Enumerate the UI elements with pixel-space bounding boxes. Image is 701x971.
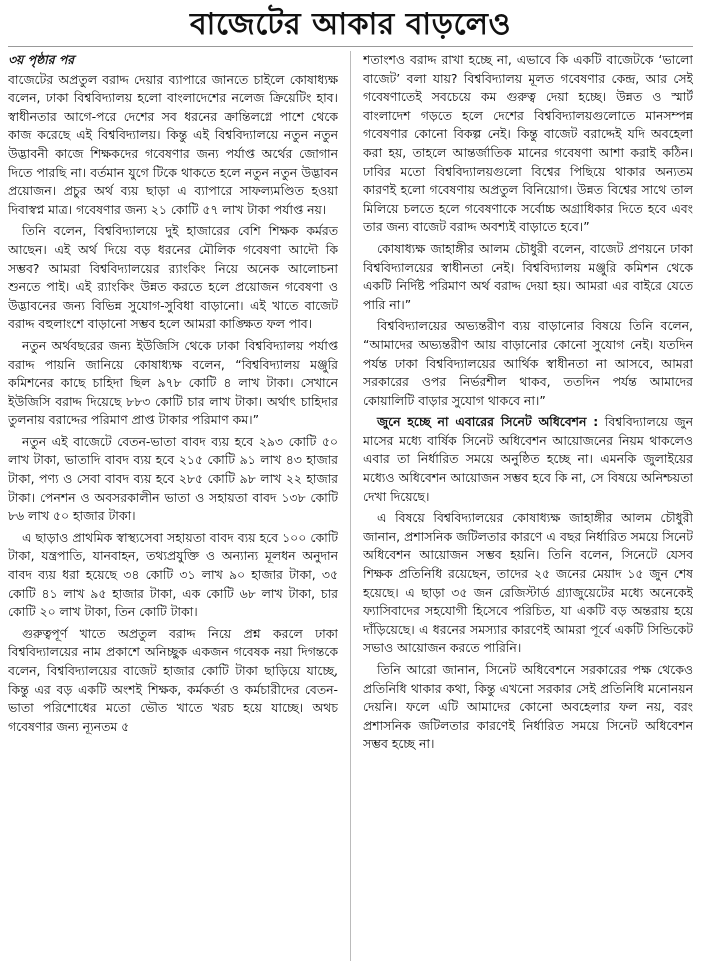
column-left <box>8 51 338 961</box>
paragraph: শতাংশও বরাদ্দ রাখা হচ্ছে না, এভাবে কি একটি বাজেটকে ‘ভালো বাজেট’ বলা যায়? বিশ্ববিদ্যালয় মূলত গবেষণার কেন্দ্র, আর সেই গবেষণাতেই সবচেয়ে কম গুরুত্ব দেয়া হচ্ছে। উন্নত ও স্মার্ট বাংলাদেশ গড়তে হলে দেশের বিশ্ববিদ্যালয়গুলোতে মানসম্পন্ন গবেষণার কোনো বিকল্প নেই। কিন্তু বাজেট বরাদ্দেই যদি অবহেলা করা হয়, তাহলে আন্তর্জাতিক মানের গবেষণা আশা করাই কঠিন। ঢাবির মতো বিশ্ববিদ্যালয়গুলো বিশ্বের পিছিয়ে থাকার অন্যতম কারণই হলো গবেষণায় অপ্রতুল বিনিয়োগ। উন্নত বিশ্বের সাথে তাল মিলিয়ে চলতে হলে গবেষণাকে সর্বোচ্চ অগ্রাধিকার দিতে হবে এবং তার জন্য বাজেট বরাদ্দ অবশ্যই বাড়াতে হবে।” <box>363 52 693 235</box>
paragraph: নতুন এই বাজেটে বেতন-ভাতা বাবদ ব্যয় হবে ২৯৩ কোটি ৫০ লাখ টাকা, ভাতাদি বাবদ ব্যয় হবে ২১৫ কোটি ৯১ লাখ ৪৩ হাজার টাকা, পণ্য ও সেবা বাবদ ব্যয় হবে ২৮৫ কোটি ৯৮ লাখ ২২ হাজার টাকা। পেনশন ও অবসরকালীন ভাতা ও সহায়তা বাবদ ১৩৮ কোটি ৮৬ লাখ ৫০ হাজার টাকা। <box>8 433 338 524</box>
column-right <box>363 51 693 961</box>
article-columns <box>8 51 693 961</box>
paragraph: নতুন অর্থবছরের জন্য ইউজিসি থেকে ঢাকা বিশ্ববিদ্যালয় পর্যাপ্ত বরাদ্দ পায়নি জানিয়ে কোষাধ্যক্ষ বলেন, “বিশ্ববিদ্যালয় মঞ্জুরি কমিশনের কাছে চাহিদা ছিল ৯৭৮ কোটি ৪ লাখ টাকা। সেখানে ইউজিসি বরাদ্দ দিয়েছে ৮৮৩ কোটি চার লাখ টাকা। অর্থাৎ চাহিদার তুলনায় বরাদ্দের পরিমাণ প্রাপ্ত টাকার পরিমাণ কম।” <box>8 337 338 428</box>
subheading: জুনে হচ্ছে না এবারের সিনেট অধিবেশন : <box>377 414 599 430</box>
paragraph: এ বিষয়ে বিশ্ববিদ্যালয়ের কোষাধ্যক্ষ জাহাঙ্গীর আলম চৌধুরী জানান, প্রশাসনিক জটিলতার কারণে এ বছর নির্ধারিত সময়ে সিনেট অধিবেশন আয়োজন সম্ভব হয়নি। তিনি বলেন, সিনেটে যেসব শিক্ষক প্রতিনিধি রয়েছেন, তাদের ২৫ জনের মেয়াদ ১৫ জুন শেষ হয়েছে। এ ছাড়া ৩৫ জন রেজিস্টার্ড গ্র্যাজুয়েটের মধ্যে অনেকেই ফ্যাসিবাদের সহযোগী হিসেবে পরিচিত, যা একটি বড় অন্তরায় হয়ে দাঁড়িয়েছে। এ ধরনের সমস্যার কারণেই আমরা পূর্বে একটি সিন্ডিকেট সভাও আয়োজন করতে পারিনি। <box>363 510 693 656</box>
continuation-label: ৩য় পৃষ্ঠার পর <box>8 52 75 67</box>
headline: বাজেটের আকার বাড়লেও <box>8 6 693 47</box>
column-divider <box>350 51 351 961</box>
paragraph: কোষাধ্যক্ষ জাহাঙ্গীর আলম চৌধুরী বলেন, বাজেট প্রণয়নে ঢাকা বিশ্ববিদ্যালয়ের স্বাধীনতা নেই। বিশ্ববিদ্যালয় মঞ্জুরি কমিশন থেকে একটি নির্দিষ্ট পরিমাণ অর্থ বরাদ্দ দেয়া হয়। আমরা এর বাইরে যেতে পারি না।” <box>363 240 693 312</box>
paragraph: তিনি বলেন, বিশ্ববিদ্যালয়ে দুই হাজারের বেশি শিক্ষক কর্মরত আছেন। এই অর্থ দিয়ে বড় ধরনের মৌলিক গবেষণা আদৌ কি সম্ভব? আমরা বিশ্ববিদ্যালয়ের র‍্যাংকিং নিয়ে অনেক আলোচনা শুনতে পাই। এই র‍্যাংকিং উন্নত করতে হলে প্রয়োজন গবেষণা ও উদ্ভাবনের জন্য বিভিন্ন সুযোগ-সুবিধা বাড়ানো। এই খাতে বাজেট বরাদ্দ বহুলাংশে বাড়ানো সম্ভব হলে আমরা কাঙ্ক্ষিত ফল পাব। <box>8 223 338 332</box>
paragraph: এ ছাড়াও প্রাথমিক স্বাস্থ্যসেবা সহায়তা বাবদ ব্যয় হবে ১০০ কোটি টাকা, যন্ত্রপাতি, যানবাহন, তথ্যপ্রযুক্তি ও অন্যান্য মূলধন অনুদান বাবদ ব্যয় ধরা হয়েছে ৩৪ কোটি ৩১ লাখ ৯০ হাজার টাকা, ৩৫ কোটি ৪১ লাখ ৯৫ হাজার টাকা, এক কোটি ৬৮ লাখ টাকা, চার কোটি ২০ লাখ টাকা, তিন কোটি টাকা। <box>8 529 338 620</box>
paragraph: বিশ্ববিদ্যালয়ের অভ্যন্তরীণ ব্যয় বাড়ানোর বিষয়ে তিনি বলেন, “আমাদের অভ্যন্তরীণ আয় বাড়ানোর কোনো সুযোগ নেই। যতদিন পর্যন্ত ঢাকা বিশ্ববিদ্যালয়ের আর্থিক স্বাধীনতা না আসবে, আমরা সরকারের ওপর নির্ভরশীল থাকব, ততদিন পর্যন্ত আমাদের কোয়ালিটি বাড়ার সুযোগ থাকবে না।” <box>363 318 693 408</box>
paragraph: তিনি আরো জানান, সিনেট অধিবেশনে সরকারের পক্ষ থেকেও প্রতিনিধি থাকার কথা, কিন্তু এখনো সরকার সেই প্রতিনিধি মনোনয়ন দেয়নি। ফলে এটি আমাদের কোনো অবহেলার ফল নয়, বরং প্রশাসনিক জটিলতার কারণেই নির্ধারিত সময়ে সিনেট অধিবেশন সম্ভব হচ্ছে না। <box>363 662 693 752</box>
subheading-paragraph <box>363 413 693 506</box>
paragraph: বাজেটের অপ্রতুল বরাদ্দ দেয়ার ব্যাপারে জানতে চাইলে কোষাধ্যক্ষ বলেন, ঢাকা বিশ্ববিদ্যালয় হলো বাংলাদেশের নলেজ ক্রিয়েটিং হাব। স্বাধীনতার আগে-পরে দেশের সব ধরনের ক্রান্তিলগ্নে পাশে থেকে কাজ করেছে এই বিশ্ববিদ্যালয়। কিন্তু এই বিশ্ববিদ্যালয়ে নতুন নতুন উদ্ভাবনী কাজে শিক্ষকদের গবেষণার জন্য পর্যাপ্ত অর্থের জোগান দিতে পারছি না। বর্তমান যুগে টিকে থাকতে হলে নতুন নতুন উদ্ভাবন প্রয়োজন। প্রচুর অর্থ ব্যয় ছাড়া এ ব্যাপারে সাফল্যমণ্ডিত হওয়া দিবাস্বপ্ন মাত্র। গবেষণার জন্য ২১ কোটি ৫৭ লাখ টাকা পর্যাপ্ত নয়। <box>8 71 338 217</box>
paragraph-text: বিশ্ববিদ্যালয়ে জুন মাসের মধ্যে বার্ষিক সিনেট অধিবেশন আয়োজনের নিয়ম থাকলেও এবার তা নির্ধারিত সময়ে অনুষ্ঠিত হচ্ছে না। এমনকি জুলাইয়ের মধ্যেও অধিবেশন আয়োজন সম্ভব হবে কি না, সে বিষয়ে অনিশ্চয়তা দেখা দিয়েছে। <box>363 414 693 504</box>
paragraph: গুরুত্বপূর্ণ খাতে অপ্রতুল বরাদ্দ নিয়ে প্রশ্ন করলে ঢাকা বিশ্ববিদ্যালয়ের নাম প্রকাশে অনিচ্ছুক একজন গবেষক নয়া দিগন্তকে বলেন, বিশ্ববিদ্যালয়ের বাজেট হাজার কোটি টাকা ছাড়িয়ে যাচ্ছে, কিন্তু এর বড় একটি অংশই শিক্ষক, কর্মকর্তা ও কর্মচারীদের বেতন-ভাতা পরিশোধের মতো ভৌত খাতে খরচ হয়ে যাচ্ছে। অথচ গবেষণার জন্য ন্যূনতম ৫ <box>8 625 338 734</box>
